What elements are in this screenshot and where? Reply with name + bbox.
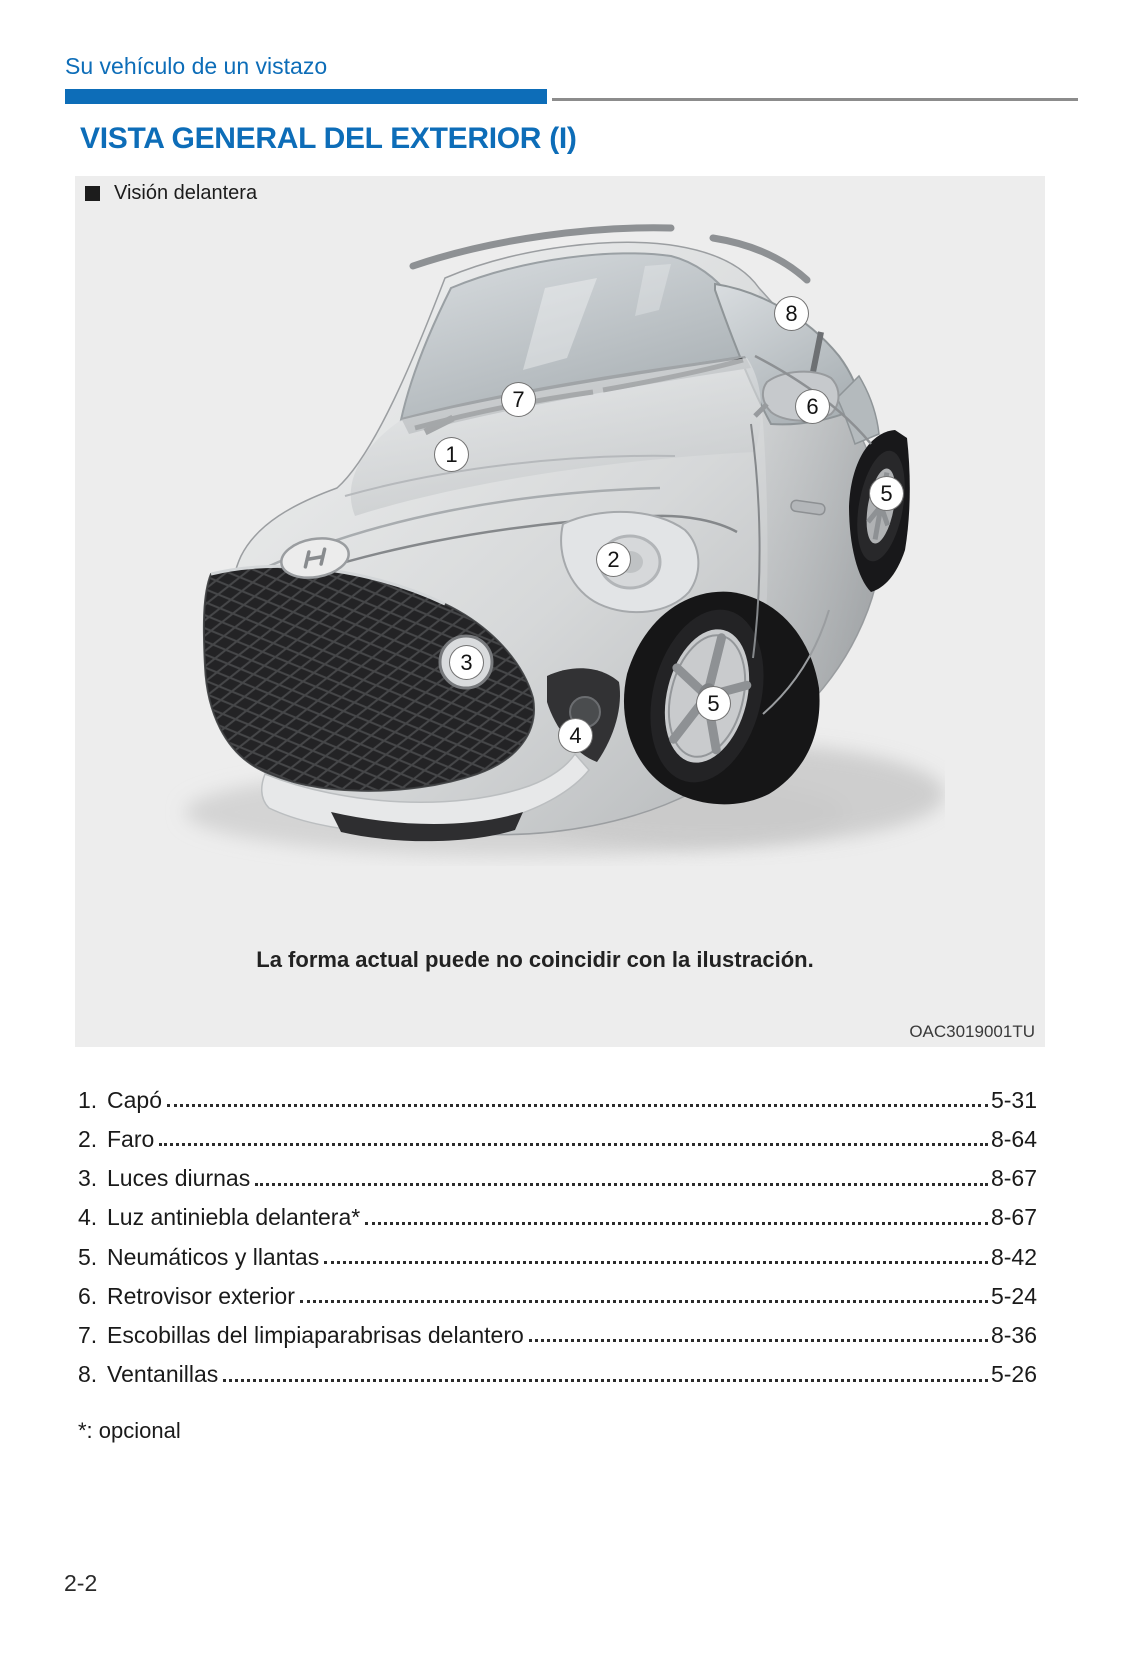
callout-8-window: 8 — [774, 296, 809, 331]
optional-footnote: *: opcional — [78, 1418, 181, 1443]
figure-label-text: Visión delantera — [114, 182, 258, 204]
toc-item-label: Capó — [107, 1086, 162, 1113]
toc-item-luz-antiniebla — [78, 1192, 1037, 1231]
toc-item-label: Luz antiniebla delantera* — [107, 1204, 361, 1231]
figure-label — [85, 182, 257, 205]
toc-item-number: 7. — [78, 1321, 98, 1348]
dot-leader — [529, 1339, 988, 1342]
header-rule-line — [552, 98, 1078, 101]
toc-item-number: 5. — [78, 1243, 98, 1270]
callout-3-drl: 3 — [449, 645, 484, 680]
car-illustration — [115, 206, 945, 866]
square-bullet-icon — [85, 186, 100, 201]
toc-item-luces-diurnas — [78, 1152, 1037, 1191]
toc-item-page: 8-67 — [990, 1204, 1037, 1231]
page-title: VISTA GENERAL DEL EXTERIOR (I) — [80, 122, 577, 155]
toc-item-number: 6. — [78, 1282, 98, 1309]
page-number: 2-2 — [64, 1570, 98, 1596]
toc-item-retrovisor — [78, 1270, 1037, 1309]
toc-item-label: Ventanillas — [107, 1361, 219, 1388]
figure-caption: La forma actual puede no coincidir con la ilustración. — [256, 947, 814, 972]
dot-leader — [300, 1300, 988, 1303]
toc-item-page: 5-26 — [990, 1361, 1037, 1388]
toc-item-ventanillas — [78, 1348, 1037, 1387]
dot-leader — [167, 1104, 988, 1107]
toc-item-number: 3. — [78, 1165, 98, 1192]
toc-item-page: 8-42 — [990, 1243, 1037, 1270]
callout-4-foglight: 4 — [558, 718, 593, 753]
toc-item-page: 5-31 — [990, 1086, 1037, 1113]
toc-item-label: Luces diurnas — [107, 1165, 251, 1192]
figure-panel — [75, 176, 1045, 1047]
toc-item-label: Retrovisor exterior — [107, 1282, 295, 1309]
callout-2-headlight: 2 — [596, 542, 631, 577]
dot-leader — [365, 1222, 988, 1225]
dot-leader — [324, 1261, 988, 1264]
dot-leader — [223, 1379, 988, 1382]
toc-item-capo — [78, 1074, 1037, 1113]
toc-item-number: 8. — [78, 1361, 98, 1388]
toc-item-label: Faro — [107, 1125, 155, 1152]
toc-item-page: 8-67 — [990, 1165, 1037, 1192]
callout-1-hood: 1 — [434, 437, 469, 472]
callout-5-rear-wheel: 5 — [869, 476, 904, 511]
toc-item-number: 1. — [78, 1086, 98, 1113]
toc-item-label: Neumáticos y llantas — [107, 1243, 320, 1270]
toc-item-label: Escobillas del limpiaparabrisas delantero — [107, 1321, 524, 1348]
index-list — [78, 1074, 1037, 1388]
toc-item-escobillas — [78, 1309, 1037, 1348]
toc-item-number: 2. — [78, 1125, 98, 1152]
callout-6-mirror: 6 — [795, 389, 830, 424]
figure-image-code: OAC3019001TU — [909, 1022, 1035, 1041]
header-accent-bar — [65, 89, 547, 104]
toc-item-number: 4. — [78, 1204, 98, 1231]
toc-item-page: 8-36 — [990, 1321, 1037, 1348]
toc-item-neumaticos — [78, 1231, 1037, 1270]
toc-item-page: 8-64 — [990, 1125, 1037, 1152]
callout-7-wiper: 7 — [501, 382, 536, 417]
breadcrumb: Su vehículo de un vistazo — [65, 53, 328, 79]
toc-item-faro — [78, 1113, 1037, 1152]
dot-leader — [159, 1143, 988, 1146]
toc-item-page: 5-24 — [990, 1282, 1037, 1309]
callout-5-front-wheel: 5 — [696, 686, 731, 721]
dot-leader — [255, 1183, 988, 1186]
